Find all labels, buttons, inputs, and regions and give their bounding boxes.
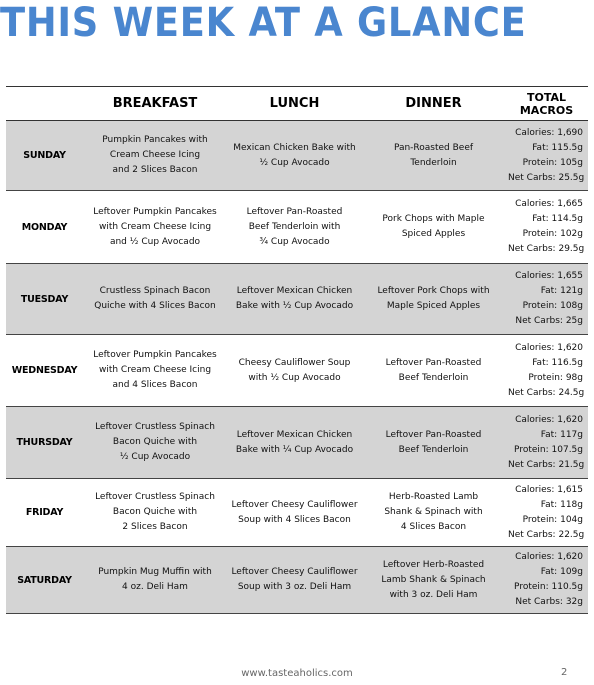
cell-dinner — [362, 479, 505, 547]
macro-value: 117g — [560, 429, 583, 440]
macro-calories — [508, 341, 583, 356]
table-row — [6, 121, 588, 191]
macro-label: Fat: — [540, 499, 558, 510]
header-breakfast: BREAKFAST — [112, 96, 198, 111]
breakfast-line: with Cream Cheese Icing — [98, 365, 212, 375]
macro-value: 116.5g — [551, 357, 583, 368]
lunch-line: with ½ Cup Avocado — [248, 372, 341, 383]
macro-label: Fat: — [532, 357, 549, 368]
macro-net-carbs — [508, 314, 583, 329]
macro-value: 24.5g — [558, 387, 585, 398]
cell-lunch — [227, 547, 362, 614]
macro-label: Net Carbs: — [515, 597, 563, 607]
breakfast-line: and 4 Slices Bacon — [112, 380, 198, 390]
table-header-row — [6, 87, 588, 121]
breakfast-line: and 2 Slices Bacon — [112, 165, 198, 175]
breakfast-line: Quiche with 4 Slices Bacon — [94, 301, 216, 311]
macro-protein — [508, 227, 583, 242]
dinner-line: Beef Tenderloin — [398, 444, 469, 455]
macro-fat — [508, 565, 583, 580]
macro-value: 25.5g — [558, 172, 585, 183]
dinner-line: Leftover Pan-Roasted — [385, 429, 482, 440]
dinner-line: Pork Chops with Maple — [382, 214, 485, 224]
macro-label: Protein: — [514, 444, 549, 455]
cell-breakfast — [83, 335, 227, 407]
footer-url: www.tasteaholics.com — [241, 668, 353, 679]
lunch-line: Leftover Pan-Roasted — [246, 206, 343, 217]
dinner-line: Tenderloin — [410, 157, 457, 168]
cell-lunch — [227, 335, 362, 407]
macro-fat — [508, 498, 583, 513]
macro-protein — [508, 580, 583, 595]
macro-value: 1,690 — [557, 127, 583, 138]
cell-macros — [505, 191, 588, 264]
breakfast-line: Cream Cheese Icing — [109, 150, 201, 160]
cell-dinner — [362, 407, 505, 479]
cell-macros — [505, 264, 588, 335]
header-dinner: DINNER — [405, 96, 462, 111]
cell-breakfast — [83, 121, 227, 191]
table-row — [6, 191, 588, 264]
macro-value: 118g — [560, 499, 583, 510]
lunch-line: Leftover Cheesy Cauliflower — [231, 499, 358, 510]
macro-label: Calories: — [515, 127, 555, 138]
macro-value: 1,620 — [557, 552, 583, 562]
lunch-line: Leftover Mexican Chicken — [236, 429, 353, 440]
lunch-line: Bake with ½ Cup Avocado — [235, 301, 354, 311]
macro-protein — [508, 156, 583, 171]
macro-value: 1,615 — [557, 484, 583, 495]
macro-fat — [508, 284, 583, 299]
macro-label: Net Carbs: — [508, 244, 556, 254]
lunch-line: Mexican Chicken Bake with — [233, 142, 356, 153]
macro-protein — [508, 513, 583, 528]
page-title: THIS WEEK AT A GLANCE — [0, 0, 527, 46]
macro-label: Net Carbs: — [508, 459, 556, 470]
macro-label: Fat: — [540, 429, 558, 440]
macro-value: 21.5g — [558, 459, 585, 470]
cell-dinner — [362, 264, 505, 335]
header-macros-line1: TOTAL — [526, 90, 567, 104]
macro-label: Protein: — [514, 582, 549, 592]
cell-macros — [505, 407, 588, 479]
cell-dinner — [362, 121, 505, 191]
cell-lunch — [227, 479, 362, 547]
macro-label: Protein: — [522, 301, 558, 311]
macro-calories — [508, 550, 583, 565]
macro-label: Protein: — [522, 229, 558, 239]
dinner-line: with 3 oz. Deli Ham — [389, 589, 478, 600]
macro-net-carbs — [508, 458, 583, 473]
dinner-line: Shank & Spinach with — [384, 507, 483, 517]
macro-net-carbs — [508, 595, 583, 610]
header-day — [6, 87, 83, 121]
cell-breakfast — [83, 547, 227, 614]
macro-protein — [508, 299, 583, 314]
table-row — [6, 479, 588, 547]
dinner-line: Herb-Roasted Lamb — [388, 492, 479, 502]
dinner-line: Pan-Roasted Beef — [393, 142, 474, 153]
breakfast-line: Leftover Pumpkin Pancakes — [93, 350, 217, 360]
meal-plan-table — [6, 86, 588, 614]
dinner-line: 4 Slices Bacon — [400, 522, 467, 532]
day-label: FRIDAY — [25, 507, 64, 518]
macro-protein — [508, 443, 583, 458]
macro-value: 110.5g — [551, 582, 583, 592]
dinner-line: Lamb Shank & Spinach — [381, 574, 486, 585]
macro-net-carbs — [508, 528, 583, 543]
lunch-line: ½ Cup Avocado — [259, 157, 330, 168]
macro-value: 1,655 — [557, 271, 583, 281]
macro-calories — [508, 197, 583, 212]
breakfast-line: 2 Slices Bacon — [122, 522, 188, 532]
macro-value: 1,665 — [557, 199, 583, 209]
page-number: 2 — [561, 667, 568, 678]
lunch-line: Beef Tenderloin with — [248, 221, 341, 232]
cell-macros — [505, 547, 588, 614]
macro-label: Net Carbs: — [508, 387, 556, 398]
macro-label: Fat: — [532, 142, 549, 153]
header-total-macros — [505, 87, 588, 121]
cell-breakfast — [83, 191, 227, 264]
macro-value: 1,620 — [557, 414, 583, 425]
dinner-line: Leftover Pan-Roasted — [385, 357, 482, 368]
macro-label: Net Carbs: — [508, 172, 556, 183]
macro-value: 29.5g — [558, 244, 585, 254]
macro-fat — [508, 212, 583, 227]
dinner-line: Beef Tenderloin — [398, 372, 469, 383]
macro-calories — [508, 126, 583, 141]
macro-label: Calories: — [515, 552, 555, 562]
macro-fat — [508, 141, 583, 156]
macro-fat — [508, 428, 583, 443]
macro-value: 109g — [560, 567, 583, 577]
breakfast-line: Crustless Spinach Bacon — [99, 286, 211, 296]
macro-label: Calories: — [515, 342, 555, 353]
macro-value: 104g — [560, 514, 583, 525]
macro-label: Protein: — [528, 372, 563, 383]
cell-lunch — [227, 191, 362, 264]
day-label: THURSDAY — [16, 437, 73, 448]
day-label: SATURDAY — [17, 574, 72, 586]
breakfast-line: ½ Cup Avocado — [119, 452, 191, 462]
macro-value: 108g — [560, 301, 583, 311]
macro-label: Fat: — [540, 567, 558, 577]
macro-label: Calories: — [515, 271, 555, 281]
breakfast-line: with Cream Cheese Icing — [98, 221, 212, 232]
lunch-line: Soup with 3 oz. Deli Ham — [237, 582, 352, 592]
macro-label: Fat: — [532, 214, 549, 224]
lunch-line: Soup with 4 Slices Bacon — [238, 514, 351, 525]
macro-value: 115.5g — [551, 142, 583, 153]
macro-value: 105g — [560, 157, 583, 168]
macro-value: 107.5g — [551, 444, 583, 455]
table-row — [6, 264, 588, 335]
macro-value: 98g — [565, 372, 583, 383]
dinner-line: Leftover Pork Chops with — [377, 286, 490, 296]
cell-macros — [505, 479, 588, 547]
macro-protein — [508, 371, 583, 386]
breakfast-line: Bacon Quiche with — [112, 507, 198, 517]
macro-calories — [508, 483, 583, 498]
lunch-line: ¾ Cup Avocado — [259, 236, 330, 247]
day-label: MONDAY — [21, 221, 68, 233]
breakfast-line: and ½ Cup Avocado — [109, 236, 201, 247]
macro-value: 32g — [565, 597, 583, 607]
macro-calories — [508, 413, 583, 428]
macro-net-carbs — [508, 242, 583, 257]
lunch-line: Leftover Mexican Chicken — [236, 286, 353, 296]
macro-value: 1,620 — [557, 342, 583, 353]
macro-value: 25g — [565, 316, 583, 326]
header-macros-line2: MACROS — [519, 103, 574, 117]
cell-breakfast — [83, 479, 227, 547]
dinner-line: Leftover Herb-Roasted — [382, 559, 485, 570]
day-label: TUESDAY — [20, 293, 69, 305]
macro-label: Calories: — [515, 484, 555, 495]
breakfast-line: Leftover Crustless Spinach — [95, 422, 215, 432]
breakfast-line: Pumpkin Pancakes with — [102, 135, 208, 145]
macro-label: Calories: — [515, 414, 555, 425]
macro-label: Net Carbs: — [515, 316, 563, 326]
breakfast-line: Leftover Crustless Spinach — [95, 492, 215, 502]
cell-lunch — [227, 264, 362, 335]
macro-fat — [508, 356, 583, 371]
breakfast-line: 4 oz. Deli Ham — [122, 582, 188, 592]
macro-label: Protein: — [522, 157, 558, 168]
cell-macros — [505, 335, 588, 407]
breakfast-line: Leftover Pumpkin Pancakes — [93, 206, 217, 217]
cell-dinner — [362, 191, 505, 264]
macro-net-carbs — [508, 171, 583, 186]
macro-calories — [508, 269, 583, 284]
macro-value: 121g — [560, 286, 583, 296]
cell-macros — [505, 121, 588, 191]
dinner-line: Spiced Apples — [401, 229, 466, 239]
table-row — [6, 547, 588, 614]
cell-breakfast — [83, 407, 227, 479]
macro-value: 102g — [560, 229, 583, 239]
lunch-line: Cheesy Cauliflower Soup — [238, 357, 351, 368]
macro-value: 22.5g — [558, 529, 585, 540]
cell-dinner — [362, 335, 505, 407]
macro-net-carbs — [508, 386, 583, 401]
cell-lunch — [227, 121, 362, 191]
table-row — [6, 335, 588, 407]
breakfast-line: Pumpkin Mug Muffin with — [98, 567, 212, 577]
cell-dinner — [362, 547, 505, 614]
lunch-line: Leftover Cheesy Cauliflower — [231, 567, 358, 577]
day-label: SUNDAY — [23, 150, 66, 161]
lunch-line: Bake with ¼ Cup Avocado — [235, 444, 354, 455]
macro-label: Fat: — [540, 286, 558, 296]
table-row — [6, 407, 588, 479]
day-label: WEDNESDAY — [11, 365, 78, 376]
breakfast-line: Bacon Quiche with — [112, 437, 198, 447]
macro-label: Net Carbs: — [508, 529, 556, 540]
macro-value: 114.5g — [551, 214, 583, 224]
macro-label: Protein: — [522, 514, 558, 525]
header-lunch: LUNCH — [269, 96, 320, 111]
macro-label: Calories: — [515, 199, 555, 209]
cell-lunch — [227, 407, 362, 479]
dinner-line: Maple Spiced Apples — [386, 301, 481, 311]
cell-breakfast — [83, 264, 227, 335]
